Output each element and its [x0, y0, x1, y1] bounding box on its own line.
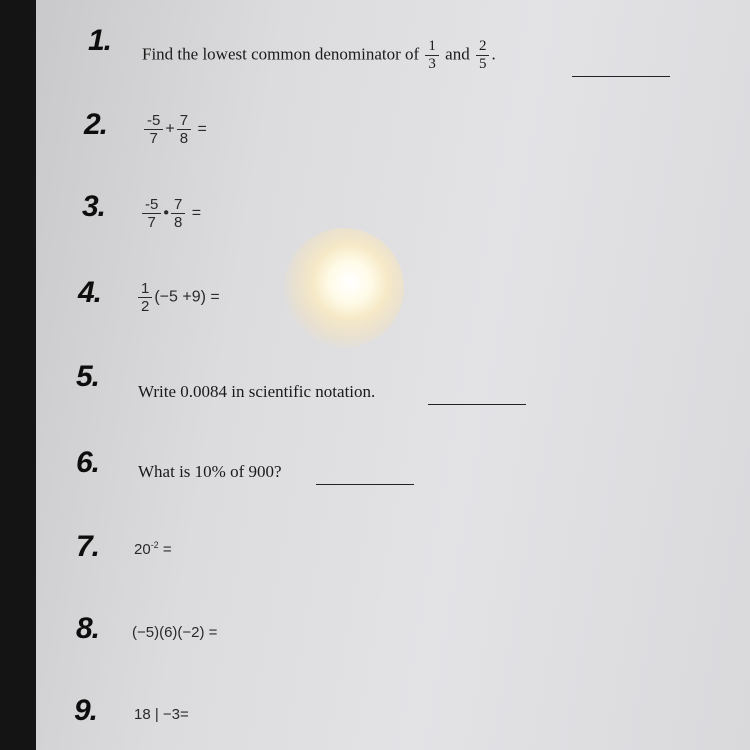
answer-blank-6[interactable]: [316, 484, 414, 485]
problem-2-expression: $\frac{-5}{7}$ + $\frac{7}{8}$ =: [142, 112, 207, 147]
answer-blank-5[interactable]: [428, 404, 526, 405]
problem-2-number: 2.: [84, 108, 108, 141]
problem-7-number: 7.: [76, 530, 100, 563]
fraction-2-5: $\frac{2}{5}$: [476, 38, 490, 73]
problem-7-expression: $20^{-2}$ =: [134, 540, 172, 558]
answer-blank-1[interactable]: [572, 76, 670, 77]
problem-9-expression: 18 | −3=: [134, 706, 189, 723]
problem-5-number: 5.: [76, 360, 100, 393]
worksheet-page: [36, 0, 750, 750]
problem-8-number: 8.: [76, 612, 100, 645]
fraction-1-3: $\frac{1}{3}$: [425, 38, 439, 73]
problem-4-number: 4.: [78, 276, 102, 309]
problem-3-number: 3.: [82, 190, 106, 223]
problem-5-text: Write 0.0084 in scientific notation.: [138, 382, 376, 401]
problem-4-expression: $\frac{1}{2}$ (−5 +9) =: [136, 280, 220, 315]
problem-9-number: 9.: [74, 694, 98, 727]
problem-6-number: 6.: [76, 446, 100, 479]
problem-8-expression: (−5)(6)(−2) =: [132, 624, 218, 641]
problem-1-number: 1.: [88, 24, 112, 57]
problem-1-text: Find the lowest common denominator of $\frac{1}{3}$ and $\frac{2}{5}$ .: [142, 38, 496, 72]
problem-6-text: What is 10% of 900?: [138, 462, 282, 481]
light-glare: [284, 228, 404, 348]
problem-3-expression: $\frac{-5}{7}$ • $\frac{7}{8}$ =: [140, 196, 201, 231]
